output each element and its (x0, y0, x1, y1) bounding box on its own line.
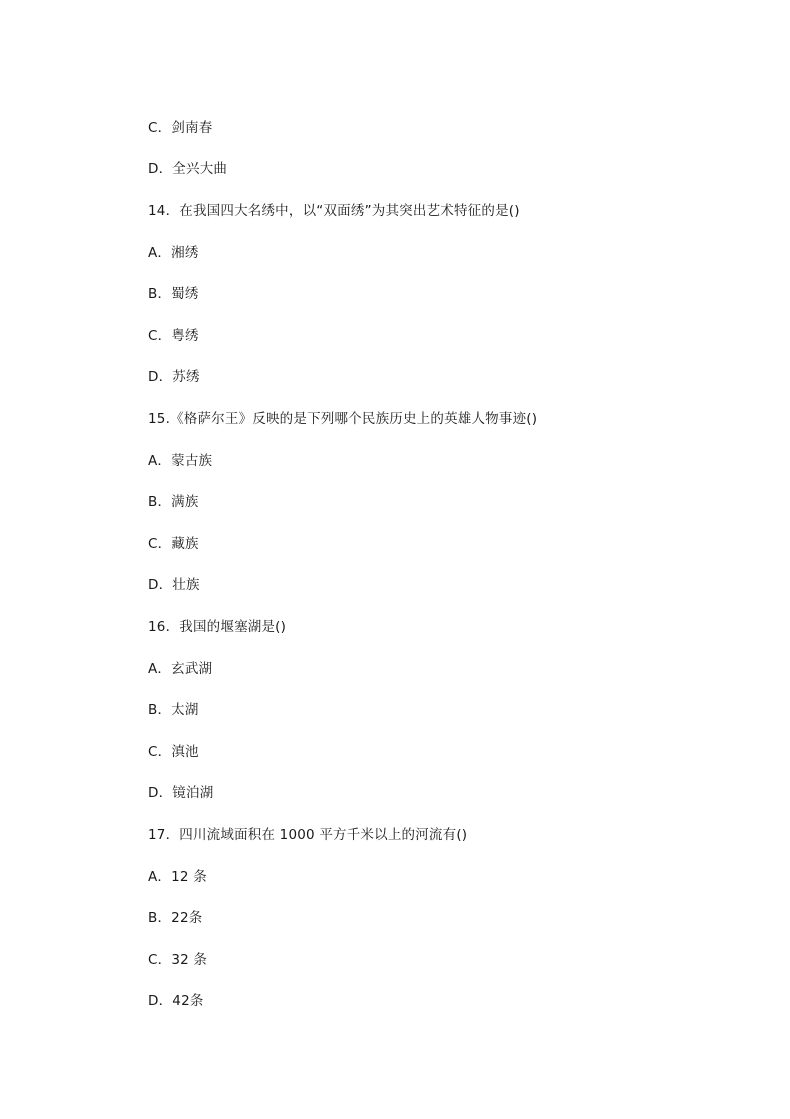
option-line: D．壮族 (148, 577, 200, 593)
option-line: C．粤绣 (148, 328, 199, 344)
option-line: B．蜀绣 (148, 286, 199, 302)
option-line: A．玄武湖 (148, 661, 213, 677)
option-line: B．满族 (148, 494, 199, 510)
option-line: D．苏绣 (148, 369, 200, 385)
option-line: D．镜泊湖 (148, 785, 214, 801)
question-line: 14．在我国四大名绣中，以“双面绣”为其突出艺术特征的是() (148, 203, 520, 219)
question-line: 17．四川流域面积在 1000 平方千米以上的河流有() (148, 827, 468, 843)
option-line: C．剑南春 (148, 120, 213, 136)
option-line: C．滇池 (148, 744, 199, 760)
option-line: C．32 条 (148, 952, 208, 968)
question-line: 15.《格萨尔王》反映的是下列哪个民族历史上的英雄人物事迹() (148, 411, 538, 427)
option-line: B．22条 (148, 910, 203, 926)
option-line: A．12 条 (148, 869, 207, 885)
option-line: A．湘绣 (148, 245, 199, 261)
option-line: C．藏族 (148, 536, 199, 552)
option-line: D．42条 (148, 993, 204, 1009)
question-line: 16．我国的堰塞湖是() (148, 619, 287, 635)
option-line: D．全兴大曲 (148, 161, 228, 177)
option-line: A．蒙古族 (148, 453, 213, 469)
option-line: B．太湖 (148, 702, 199, 718)
